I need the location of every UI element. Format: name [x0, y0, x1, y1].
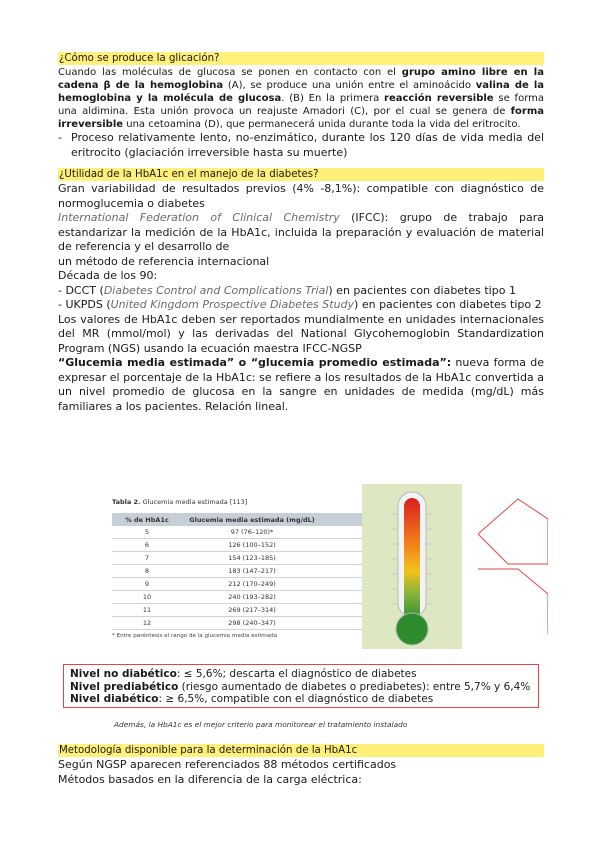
- table-body: [112, 526, 402, 630]
- table-cell-glucemia: 126 (100–152): [228, 541, 276, 549]
- bullet-text: Proceso relativamente lento, no-enzimático, durante los 120 días de vida media del eritrocito (glaciación irreversible hasta su muerte): [71, 131, 544, 159]
- table-cell-glucemia: 298 (240–347): [228, 619, 276, 627]
- figure-caption: Además, la HbA1c es el mejor criterio para monitorear el tratamiento instalado: [114, 720, 408, 729]
- table-cell-glucemia: 240 (193–282): [228, 593, 276, 601]
- table-header-hba1c: % de HbA1c: [125, 515, 169, 524]
- section-heading-glicacion: ¿Cómo se produce la glicación?: [58, 52, 544, 65]
- table-row: [112, 604, 402, 617]
- table-cell-hba1c: 6: [144, 541, 150, 549]
- decorative-lines-icon: [478, 494, 548, 634]
- table-cell-glucemia: 183 (147–217): [228, 567, 276, 575]
- paragraph-variabilidad: Gran variabilidad de resultados previos (4% -8,1%): compatible con diagnóstico de normoglucemia o diabetes: [58, 182, 544, 210]
- thermometer-illustration: [362, 484, 462, 649]
- table-cell-hba1c: 9: [144, 580, 150, 588]
- table-cell-hba1c: 7: [144, 554, 150, 562]
- glucemia-figure: [58, 484, 544, 734]
- table-row: [112, 591, 402, 604]
- paragraph-valores: Los valores de HbA1c deben ser reportados mundialmente en unidades internacionales del MR (mmol/mol) y las derivadas del National Glycohemoglobin Standardization Program (NGS) usando la ecuación maestra IFCC-NGSP: [58, 312, 544, 355]
- table-cell-glucemia: 212 (170–249): [228, 580, 276, 588]
- section-heading-utilidad: ¿Utilidad de la HbA1c en el manejo de la diabetes?: [58, 168, 544, 181]
- table-header: [112, 513, 402, 526]
- main-content: [58, 52, 544, 414]
- level-diabetic: Nivel diabético: ≥ 6,5%, compatible con el diagnóstico de diabetes: [70, 693, 434, 705]
- table-cell-hba1c: 11: [142, 606, 152, 614]
- section-metodologia: [58, 744, 544, 787]
- table-cell-hba1c: 5: [144, 528, 150, 536]
- table-row: [112, 617, 402, 630]
- level-non-diabetic: Nivel no diabético: ≤ 5,6%; descarta el diagnóstico de diabetes: [70, 668, 417, 680]
- table-cell-glucemia: 154 (123–185): [228, 554, 276, 562]
- table-cell-hba1c: 10: [142, 593, 152, 601]
- table-cell-glucemia: 97 (76–120)*: [230, 528, 274, 536]
- table-row: [112, 578, 402, 591]
- table-row: [112, 552, 402, 565]
- paragraph-dcct: - DCCT (Diabetes Control and Complications Trial) en pacientes con diabetes tipo 1: [58, 283, 516, 297]
- bullet-item: [58, 131, 544, 160]
- table-row: [112, 539, 402, 552]
- table-cell-glucemia: 269 (217–314): [228, 606, 276, 614]
- table-cell-hba1c: 12: [142, 619, 152, 627]
- paragraph-ifcc: International Federation of Clinical Chemistry (IFCC): grupo de trabajo para estandarizar la medición de la HbA1c, incluida la preparación y evaluación de material de referencia y el desarrollo de: [58, 211, 544, 253]
- table-title: Tabla 2. Glucemia media estimada [113]: [112, 498, 248, 506]
- table-footnote: * Entre paréntesis el rango de la glucemia media estimada: [112, 633, 278, 639]
- paragraph-metodos-carga: Métodos basados en la diferencia de la carga eléctrica:: [58, 772, 362, 786]
- table-header-glucemia: Glucemia media estimada (mg/dL): [189, 515, 315, 524]
- paragraph-glicacion: Cuando las moléculas de glucosa se ponen en contacto con el grupo amino libre en la cadena β de la hemoglobina (A), se produce una unión entre el aminoácido valina de la hemoglobina y la molécula de glucosa. (B) En la primera reacción reversible se forma una aldimina. Esta unión provoca un reajuste Amadori (C), por el cual se genera de forma irreversible una cetoamina (D), que permanecerá unida durante toda la vida del eritrocito.: [58, 67, 544, 130]
- paragraph-glucemia-media: “Glucemia media estimada” o “glucemia promedio estimada”: nueva forma de expresar el porcentaje de la HbA1c: se refiere a los resultados de la HbA1c convertida a un nivel promedio de glucosa en la sangre en unidades de medida (mg/dL) más familiares a los pacientes. Relación lineal.: [58, 356, 545, 413]
- paragraph-ngsp: Según NGSP aparecen referenciados 88 métodos certificados: [58, 758, 397, 771]
- bullet-dash: -: [58, 131, 62, 144]
- table-row: [112, 526, 402, 539]
- section-heading-metodologia: Metodología disponible para la determinación de la HbA1c: [58, 744, 544, 757]
- level-prediabetic: Nivel prediabético (riesgo aumentado de diabetes o prediabetes): entre 5,7% y 6,4%: [70, 680, 531, 693]
- paragraph-ukpds: - UKPDS (United Kingdom Prospective Diabetes Study) en pacientes con diabetes tipo 2: [58, 298, 542, 311]
- table-row: [112, 565, 402, 578]
- diagnostic-levels-box: [63, 664, 539, 708]
- table-cell-hba1c: 8: [144, 567, 150, 575]
- paragraph-metodo-referencia: un método de referencia internacional: [58, 254, 270, 268]
- thermometer-icon: [362, 484, 462, 649]
- glucemia-table: [112, 498, 402, 648]
- paragraph-decada: Década de los 90:: [58, 269, 158, 282]
